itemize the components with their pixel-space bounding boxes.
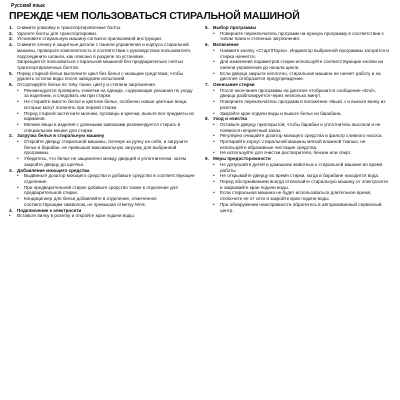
text-columns [9,25,393,397]
list-item [9,173,195,184]
item-number: 6. [205,42,209,48]
bullet-icon: • [213,161,215,167]
item-text: Протирайте корпус стиральной машины мягкой влажной тканью, не используйте абразивные чистящие средства. [220,139,366,150]
item-number: 6. [9,82,13,88]
bullet-icon: • [213,139,215,145]
item-text: Рекомендуется проверить этикетки на одежде, содержащие указания по уходу за изделием, и следовать им при стирке. [24,87,193,99]
item-text: Откройте дверцу стиральной машины, потянув за ручку на себя, и загрузите белье в барабан, не превышая максимальную загрузку для выбранной программы. [24,139,188,156]
item-text: Не открывайте дверцу во время стирки, когда в барабане находится вода. [220,173,380,179]
item-text: Для изменения параметров стирки используйте соответствующие кнопки на панели управления до начала цикла. [220,59,384,70]
bullet-icon: • [213,59,215,65]
list-item [9,122,195,133]
item-text: Убедитесь, что белье не защемлено между дверцей и уплотнителем, затем закройте дверцу до щелчка. [24,156,187,167]
bullet-icon: • [213,190,215,196]
bullet-icon: • [17,184,19,190]
item-number: 2. [9,30,13,36]
item-text: Закройте кран подачи воды и выньте белье из барабана. [220,110,342,116]
bullet-icon: • [213,133,215,139]
item-text: Регулярно очищайте дозатор моющего средства и фильтр сливного насоса. [220,133,383,139]
list-item [9,99,195,110]
bullet-icon: • [213,99,215,105]
bullet-icon: • [213,173,215,179]
item-number: 1. [9,25,13,30]
item-text: Запрещается пользоваться стиральной машиной без предварительно снятых транспортировочных болтов. [17,59,184,70]
language-tag: Русский язык [11,3,45,9]
bullet-icon: • [17,156,19,162]
item-text: Окончание стирки [213,82,255,88]
item-number: 7. [205,82,209,88]
item-number: 2. [9,133,13,139]
item-text: Перед обслуживанием всегда отключайте стиральную машину от электросети и закрывайте кран подачи воды. [220,178,388,190]
item-text: Оставьте дверцу приоткрытой, чтобы барабан и уплотнитель высохли и не появился неприятный запах. [220,121,381,133]
right-column [205,25,391,397]
item-text: Отсортируйте белье по типу ткани, цвету и степени загрязнения. [17,82,156,88]
item-text: Включение [213,42,239,48]
item-text: Снимите пленку и защитные детали с панели управления и корпуса стиральной машины, проверьте комплектность в соответствии с руководством пользователя, подсоедините шланги, как описано в разделе по установке. [17,42,192,59]
bullet-icon: • [213,201,215,207]
bullet-icon: • [213,30,215,36]
list-item [9,42,195,59]
item-number: 3. [9,36,13,42]
bullet-icon: • [17,139,19,145]
bullet-icon: • [213,87,215,93]
item-text: Загрузка белья в стиральную машину [17,133,105,139]
item-text: Выбор программы [213,25,257,30]
bullet-icon: • [17,110,19,116]
item-number: 8. [205,116,209,122]
item-text: Поверните переключатель программ в положение «Выкл.» и выньте вилку из розетки. [220,99,386,110]
item-text: Не стирайте вместе белое и цветное белье, особенно новые цветные вещи, которые могут полинять при первой стирке. [24,99,188,110]
item-text: Если дверца закрыта неплотно, стиральная машина не начнет работу и на дисплее отобразится предупреждение. [220,70,381,82]
bullet-icon: • [213,110,215,116]
list-item [9,213,195,219]
list-item [205,162,391,173]
item-text: Снимите упаковку и транспортировочные болты. [17,25,122,30]
bullet-icon: • [17,121,19,127]
bullet-icon: • [213,47,215,53]
list-item [205,88,391,99]
list-item [205,71,391,82]
list-item [9,185,195,196]
page-title: ПРЕЖДЕ ЧЕМ ПОЛЬЗОВАТЬСЯ СТИРАЛЬНОЙ МАШИНОЙ [9,10,300,22]
list-item [205,99,391,110]
item-text: Если стиральная машина не будет использоваться длительное время, отключите ее от сети и закройте кран подачи воды. [220,190,372,202]
item-text: Не используйте для очистки растворители, бензин или спирт. [220,150,352,156]
item-text: Мелкие вещи и изделия с длинными завязками рекомендуется стирать в специальном мешке для стирки. [24,121,181,133]
item-number: 5. [9,70,13,76]
item-text: Уход и очистка [213,116,248,122]
list-item [205,31,391,42]
list-item [205,179,391,190]
item-text: При обнаружении неисправности обратитесь в авторизованный сервисный центр. [220,201,382,213]
list-item [9,59,195,70]
list-item [205,122,391,133]
list-item [9,88,195,99]
item-text: Меры предосторожности [213,156,271,162]
item-text: Поверните переключатель программ на нужную программу в соответствии с типом ткани и степенью загрязнения. [220,30,384,42]
list-item [9,111,195,122]
list-item [205,190,391,201]
bullet-icon: • [17,173,19,179]
item-text: Перед стиркой застегните молнии, пуговицы и крючки, выньте все предметы из карманов. [24,110,194,122]
item-text: Выдвиньте дозатор моющего средства и добавьте средство в соответствующее отделение. [24,173,195,184]
bullet-icon: • [213,121,215,127]
bullet-icon: • [17,99,19,105]
item-text: Установите стиральную машину согласно прилагаемой инструкции. [17,36,163,42]
item-text: Добавление моющего средства [17,167,90,173]
item-text: Не допускайте детей и домашних животных к стиральной машине во время работы. [220,161,383,173]
left-column [9,25,195,397]
list-item [205,202,391,213]
item-number: 3. [9,167,13,173]
item-text: Нажмите кнопку «Старт/Пауза». Индикатор выбранной программы загорится и стирка начнется. [220,47,389,59]
list-item [205,139,391,150]
bullet-icon: • [17,196,19,202]
item-text: Кондиционер для белья добавляйте в отделение, отмеченное соответствующим символом, не превышая отметку MAX. [24,196,157,207]
item-number: 5. [205,25,209,30]
item-text: При предварительной стирке добавьте средство также в отделение для предварительной стирки. [24,184,178,196]
list-item [9,196,195,207]
item-number: 4. [9,207,13,213]
item-text: Вставьте вилку в розетку и откройте кран подачи воды. [17,213,135,219]
list-item [9,156,195,167]
item-text: Подключение к электросети [17,207,82,213]
bullet-icon: • [213,70,215,76]
bullet-icon: • [213,178,215,184]
list-item [9,139,195,156]
list-item [9,71,195,82]
bullet-icon: • [9,213,11,219]
list-item [205,59,391,70]
item-text: Перед стиркой белья выполните цикл без белья с моющим средством, чтобы удалить остатки воды после заводских испытаний. [17,70,183,82]
list-item [205,48,391,59]
item-number: 9. [205,156,209,162]
manual-page [9,3,393,397]
item-number: 4. [9,42,13,48]
bullet-icon: • [17,87,19,93]
bullet-icon: • [213,150,215,156]
item-text: После окончания программы на дисплее отобразится сообщение «End», дверца разблокируется через несколько минут. [220,87,377,99]
item-text: Удалите болты для транспортировки. [17,30,98,36]
